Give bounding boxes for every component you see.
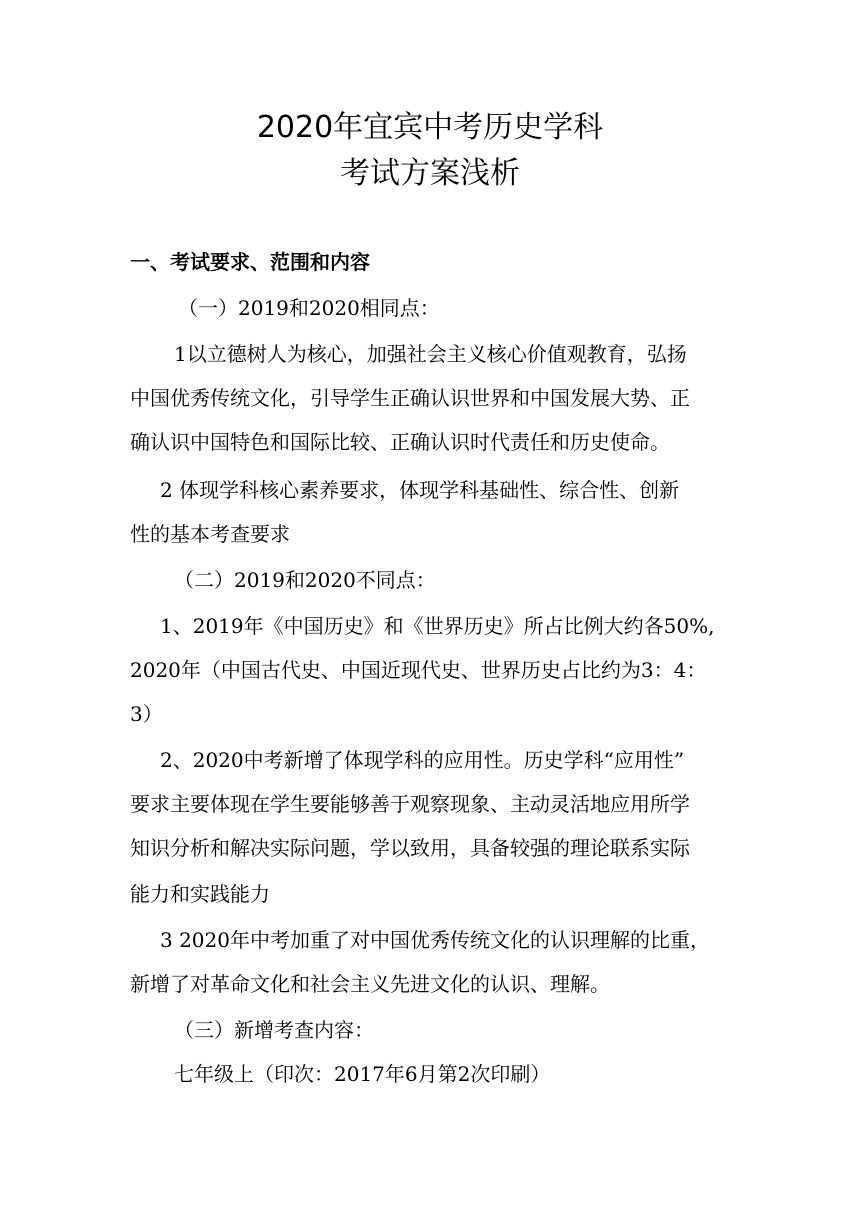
paragraph-3-line-1: 1、2019年《中国历史》和《世界历史》所占比例大约各50%, — [160, 614, 715, 638]
document-title-line-2: 考试方案浅析 — [340, 156, 520, 191]
paragraph-6-line-1: 七年级上（印次：2017年6月第2次印刷） — [174, 1062, 551, 1086]
paragraph-4-line-3: 知识分析和解决实际问题，学以致用，具备较强的理论联系实际 — [130, 836, 690, 860]
paragraph-1-line-3: 确认识中国特色和国际比较、正确认识时代责任和历史使命。 — [130, 430, 670, 454]
paragraph-1-line-2: 中国优秀传统文化，引导学生正确认识世界和中国发展大势、正 — [130, 386, 690, 410]
paragraph-4-line-4: 能力和实践能力 — [130, 882, 270, 906]
subsection-heading-3: （三）新增考查内容： — [174, 1018, 374, 1042]
paragraph-3-line-3: 3） — [130, 702, 163, 726]
paragraph-4-line-1: 2、2020中考新增了体现学科的应用性。历史学科“应用性” — [160, 748, 685, 772]
subsection-heading-1: （一）2019和2020相同点： — [178, 296, 440, 320]
section-heading-1: 一、考试要求、范围和内容 — [130, 250, 370, 274]
subsection-heading-2: （二）2019和2020不同点： — [174, 568, 436, 592]
paragraph-1-line-1: 1以立德树人为核心，加强社会主义核心价值观教育，弘扬 — [174, 342, 687, 366]
paragraph-4-line-2: 要求主要体现在学生要能够善于观察现象、主动灵活地应用所学 — [130, 792, 690, 816]
paragraph-3-line-2: 2020年（中国古代史、中国近现代史、世界历史占比约为3：4： — [130, 658, 707, 682]
paragraph-2-line-2: 性的基本考查要求 — [130, 522, 290, 546]
paragraph-2-line-1: 2 体现学科核心素养要求，体现学科基础性、综合性、创新 — [160, 478, 680, 502]
paragraph-5-line-1: 3 2020年中考加重了对中国优秀传统文化的认识理解的比重， — [160, 928, 710, 952]
paragraph-5-line-2: 新增了对革命文化和社会主义先进文化的认识、理解。 — [130, 972, 610, 996]
document-title-line-1: 2020年宜宾中考历史学科 — [256, 110, 604, 145]
